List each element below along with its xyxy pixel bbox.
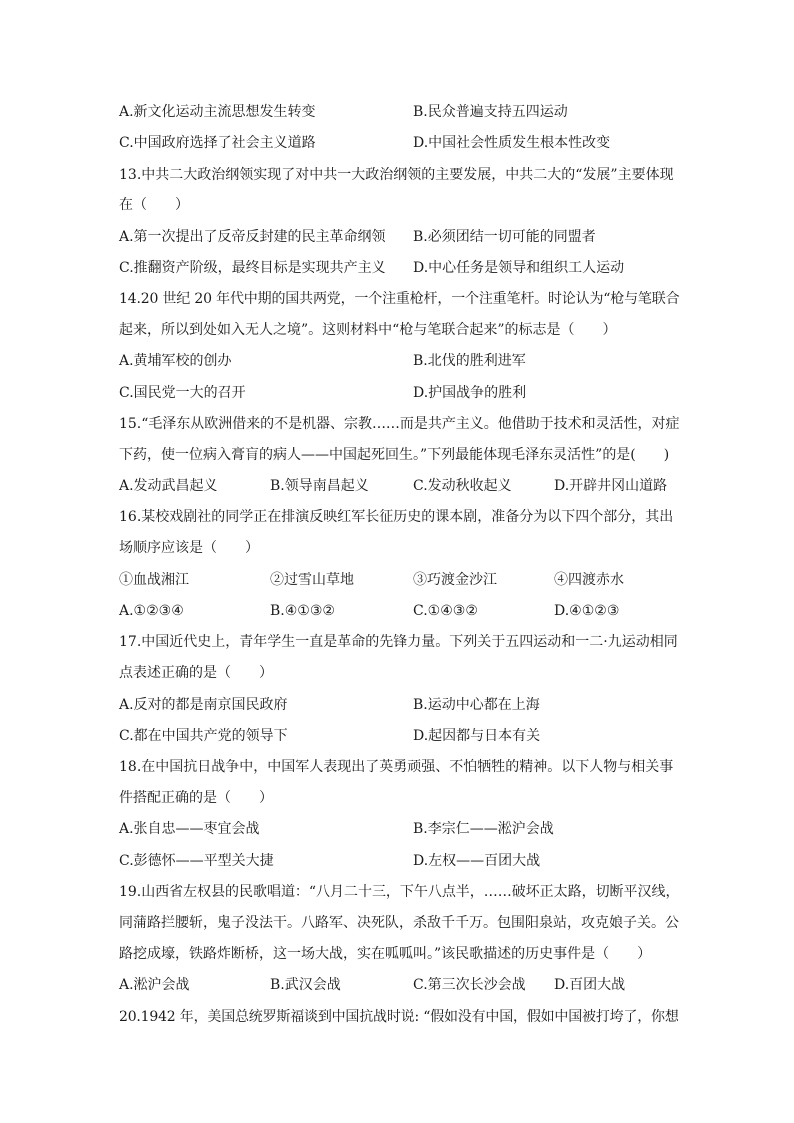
- q19-stem-line-1: 19.山西省左权县的民歌唱道：“八月二十三，下午八点半，……破坏正太路，切断平汉线，: [119, 884, 680, 900]
- q14-option-c: C.国民党一大的召开: [119, 385, 246, 401]
- q16-option-d: D.④①②③: [554, 603, 620, 619]
- q19-stem-line-2: 同蒲路拦腰斩，鬼子没法干。八路军、决死队，杀敌千千万。包围阳泉站，攻克娘子关。公: [119, 915, 679, 931]
- q15-option-b: B.领导南昌起义: [270, 478, 369, 494]
- q13-stem-line-2: 在（ ）: [119, 197, 189, 213]
- q15-option-d: D.开辟井冈山道路: [554, 478, 668, 494]
- q14-stem-line-2: 起来，所以到处如入无人之境”。这则材料中“枪与笔联合起来”的标志是（ ）: [119, 322, 617, 338]
- q12-option-c: C.中国政府选择了社会主义道路: [119, 135, 316, 151]
- q14-option-d: D.护国战争的胜利: [413, 385, 527, 401]
- q16-item-2: ②过雪山草地: [270, 572, 354, 588]
- q16-item-1: ①血战湘江: [119, 572, 189, 588]
- q17-option-d: D.起因都与日本有关: [413, 728, 541, 744]
- q13-option-b: B.必须团结一切可能的同盟者: [413, 229, 596, 245]
- q13-option-c: C.推翻资产阶级，最终目标是实现共产主义: [119, 260, 386, 276]
- q18-option-a: A.张自忠——枣宜会战: [119, 821, 260, 837]
- q18-option-d: D.左权——百团大战: [413, 853, 541, 869]
- q18-option-b: B.李宗仁——淞沪会战: [413, 821, 554, 837]
- q19-option-b: B.武汉会战: [270, 977, 341, 993]
- q16-option-c: C.①④③②: [413, 603, 478, 619]
- q16-stem-line-1: 16.某校戏剧社的同学正在排演反映红军长征历史的课本剧，准备分为以下四个部分，其出: [119, 509, 674, 525]
- q15-stem-line-1: 15.“毛泽东从欧洲借来的不是机器、宗教……而是共产主义。他借助于技术和灵活性，对症: [119, 416, 680, 432]
- q17-option-a: A.反对的都是南京国民政府: [119, 697, 288, 713]
- q18-stem-line-1: 18.在中国抗日战争中，中国军人表现出了英勇顽强、不怕牺牲的精神。以下人物与相关事: [119, 759, 674, 775]
- q17-option-c: C.都在中国共产党的领导下: [119, 728, 288, 744]
- q14-option-b: B.北伐的胜利进军: [413, 353, 526, 369]
- q16-item-3: ③巧渡金沙江: [413, 572, 497, 588]
- q15-stem-line-2: 下药，使一位病入膏肓的病人——中国起死回生。”下列最能体现毛泽东灵活性”的是( ): [119, 447, 670, 463]
- q19-option-d: D.百团大战: [554, 977, 626, 993]
- q19-option-c: C.第三次长沙会战: [413, 977, 526, 993]
- q13-option-a: A.第一次提出了反帝反封建的民主革命纲领: [119, 229, 386, 245]
- q12-option-b: B.民众普遍支持五四运动: [413, 104, 568, 120]
- q12-option-a: A.新文化运动主流思想发生转变: [119, 104, 316, 120]
- q13-option-d: D.中心任务是领导和组织工人运动: [413, 260, 625, 276]
- q16-option-a: A.①②③④: [119, 603, 184, 619]
- q14-option-a: A.黄埔军校的创办: [119, 353, 232, 369]
- q17-option-b: B.运动中心都在上海: [413, 697, 540, 713]
- q17-stem-line-2: 点表述正确的是（ ）: [119, 665, 273, 681]
- q17-stem-line-1: 17.中国近代史上，青年学生一直是革命的先锋力量。下列关于五四运动和一二·九运动相同: [119, 634, 678, 650]
- q15-option-c: C.发动秋收起义: [413, 478, 512, 494]
- q16-item-4: ④四渡赤水: [554, 572, 624, 588]
- q15-option-a: A.发动武昌起义: [119, 478, 218, 494]
- q16-option-b: B.④①③②: [270, 603, 335, 619]
- q16-stem-line-2: 场顺序应该是（ ）: [119, 540, 259, 556]
- q19-stem-line-3: 路挖成壕，铁路炸断桥，这一场大战，实在呱呱叫。”该民歌描述的历史事件是（ ）: [119, 946, 652, 962]
- q20-stem-line-1: 20.1942 年，美国总统罗斯福谈到中国抗战时说: “假如没有中国，假如中国被打垮了，你想: [119, 1009, 679, 1025]
- q14-stem-line-1: 14.20 世纪 20 年代中期的国共两党，一个注重枪杆，一个注重笔杆。时论认为“枪与笔联合: [119, 291, 680, 307]
- q18-stem-line-2: 件搭配正确的是（ ）: [119, 790, 273, 806]
- q18-option-c: C.彭德怀——平型关大捷: [119, 853, 274, 869]
- q13-stem-line-1: 13.中共二大政治纲领实现了对中共一大政治纲领的主要发展，中共二大的“发展”主要体现: [119, 167, 674, 183]
- q19-option-a: A.淞沪会战: [119, 977, 190, 993]
- q12-option-d: D.中国社会性质发生根本性改变: [413, 135, 611, 151]
